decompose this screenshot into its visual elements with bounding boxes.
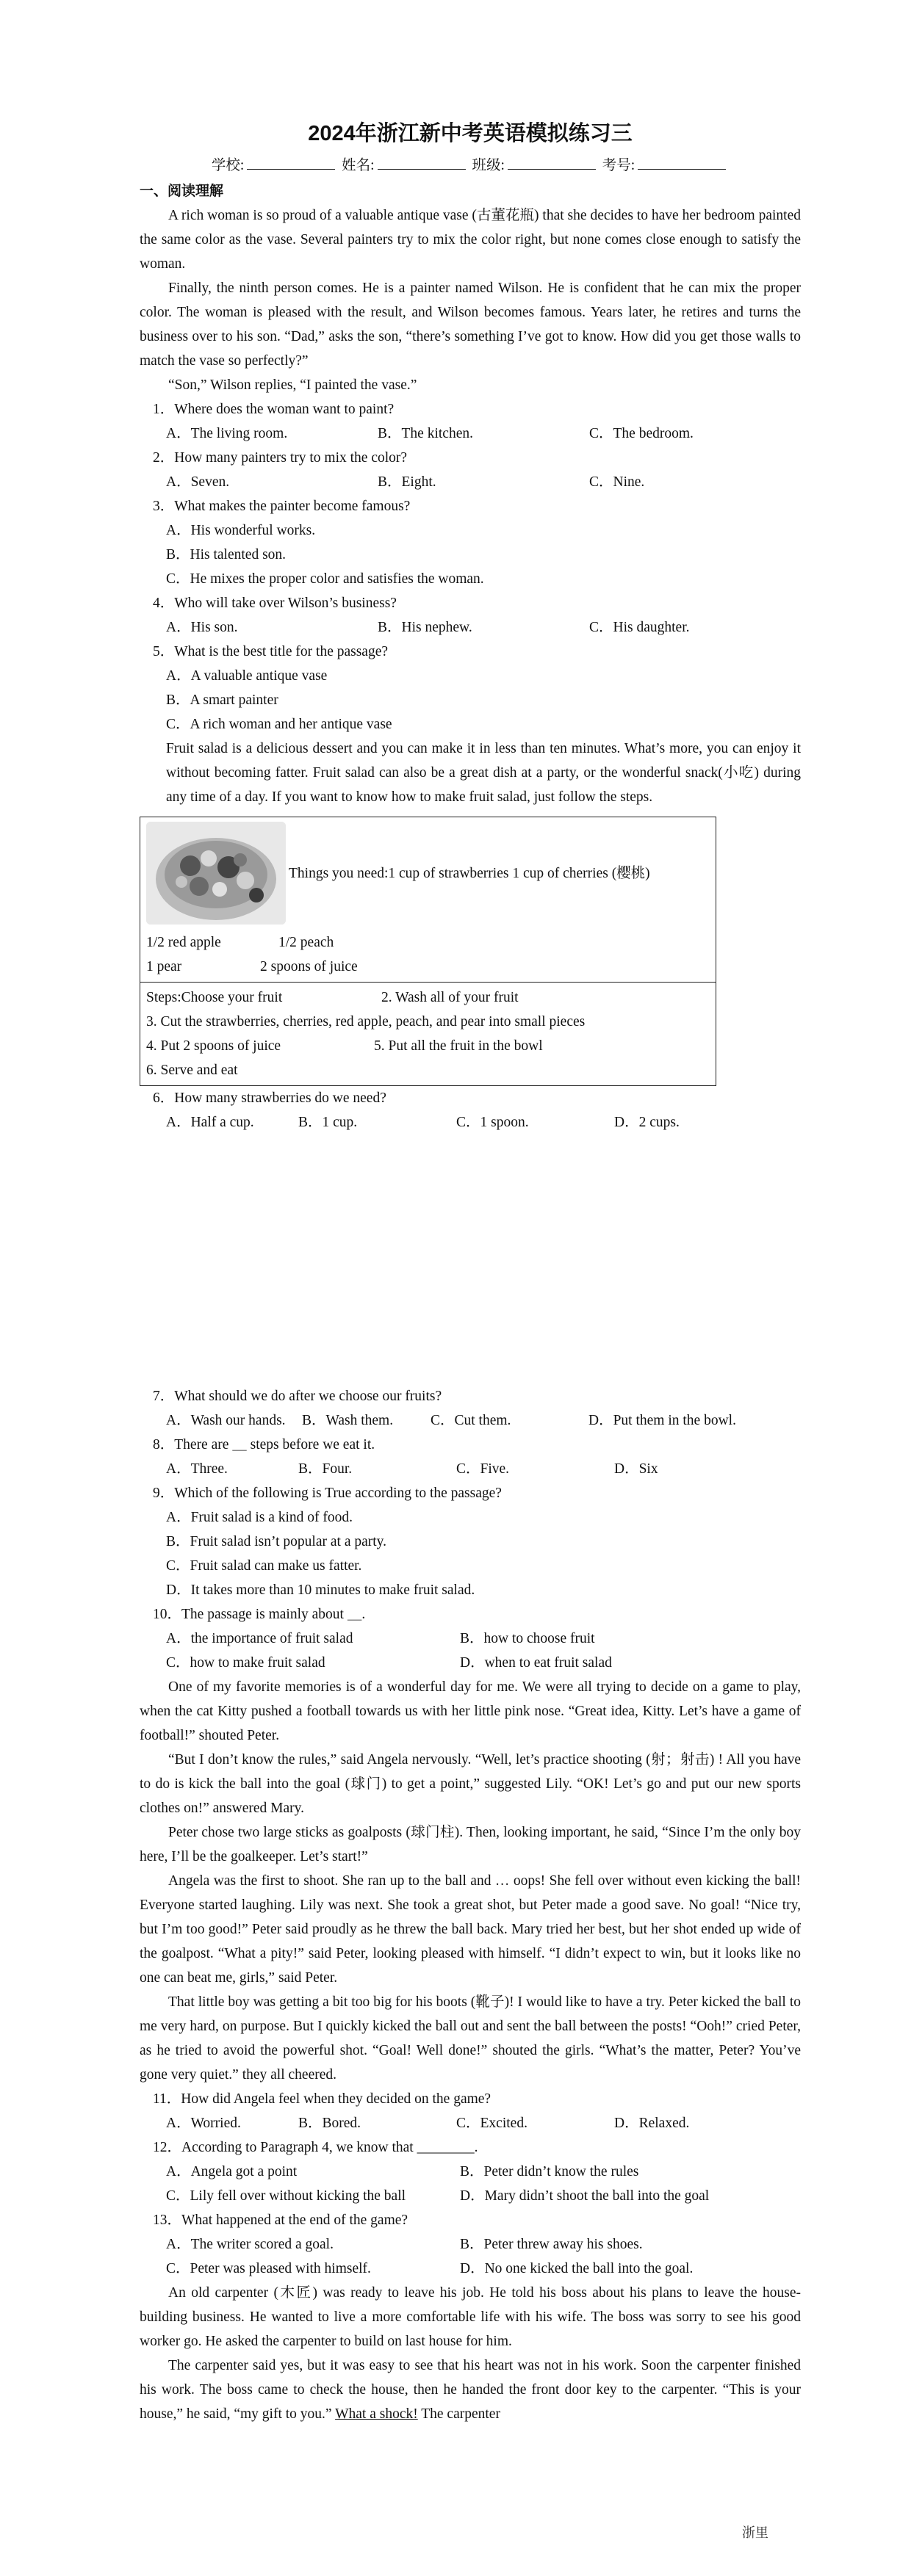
options-13 — [140, 2232, 801, 2257]
option[interactable]: B．A smart painter — [166, 692, 278, 708]
options-1 — [140, 422, 801, 446]
option[interactable]: C．Fruit salad can make us fatter. — [166, 1558, 362, 1574]
question-3: 3．What makes the painter become famous? — [153, 499, 411, 514]
option[interactable]: B．Fruit salad isn’t popular at a party. — [166, 1534, 387, 1549]
passage3-paragraph: That little boy was getting a bit too big for his boots (靴子)! I would like to have a try. Peter kicked the ball to me very hard, on purpose. But I quickly kicked the ball out and sent the ball between the posts! “Ooh!” cried Peter, as he tried to avoid the powerful shot. “Goal! Well done!” shouted the girls. “What’s the matter, Peter? You’ve gone very quiet.” they all cheered. — [140, 1994, 801, 2083]
option[interactable]: A．Worried. — [166, 2116, 241, 2131]
options-7 — [140, 1408, 801, 1433]
ingredient: 1/2 peach — [278, 935, 334, 950]
passage4-paragraph: An old carpenter (木匠) was ready to leave his job. He told his boss about his plans to leave the house-building business. He wanted to live a more comfortable life with his wife. The boss was sorry to see his good worker go. He asked the carpenter to build on last house for him. — [140, 2285, 801, 2349]
page-footer: 浙里 — [742, 2525, 768, 2540]
option[interactable]: D．It takes more than 10 minutes to make fruit salad. — [166, 1582, 475, 1598]
option[interactable]: B．The kitchen. — [378, 426, 473, 441]
options-2 — [140, 470, 801, 494]
options-12 — [140, 2184, 801, 2208]
option[interactable]: D．when to eat fruit salad — [460, 1655, 612, 1671]
option[interactable]: D．No one kicked the ball into the goal. — [460, 2261, 694, 2276]
passage3-paragraph: Angela was the first to shoot. She ran up to the ball and … oops! She fell over without even kicking the ball! Everyone started laughing. Lily was next. She took a great shot, but Peter made a good save. No goal! “Nice try, but I’m too good!” Peter said proudly as he threw the ball back. Mary tried her best, but her shot ended up wide of the goalpost. “What a pity!” said Peter, looking pleased with himself. “I didn’t expect to win, but it looks like no one can beat me, girls,” said Peter. — [140, 1873, 801, 1986]
blank-space — [140, 1135, 801, 1384]
option[interactable]: C．His daughter. — [589, 620, 690, 635]
option[interactable]: A．Three. — [166, 1461, 228, 1477]
things-you-need: Things you need:1 cup of strawberries 1 cup of cherries (樱桃) — [289, 865, 650, 881]
option[interactable]: A．The living room. — [166, 426, 288, 441]
options-11 — [140, 2111, 801, 2135]
step: 6. Serve and eat — [146, 1063, 238, 1078]
option[interactable]: C．Cut them. — [431, 1413, 511, 1428]
option[interactable]: C．He mixes the proper color and satisfies the woman. — [166, 571, 484, 587]
name-blank[interactable] — [378, 153, 466, 170]
step: 2. Wash all of your fruit — [381, 990, 519, 1005]
section-heading: 一、阅读理解 — [140, 184, 224, 199]
option[interactable]: B．Bored. — [298, 2116, 361, 2131]
exam-page — [140, 117, 801, 2426]
number-blank[interactable] — [638, 153, 726, 170]
options-10 — [140, 1627, 801, 1651]
option[interactable]: A．A valuable antique vase — [166, 668, 328, 684]
option[interactable]: A．Wash our hands. — [166, 1413, 286, 1428]
option[interactable]: C．1 spoon. — [456, 1115, 529, 1130]
passage3-paragraph: Peter chose two large sticks as goalposts (球门柱). Then, looking important, he said, “Since I’m the only boy here, I’ll be the goalkeeper. Let’s start!” — [140, 1825, 801, 1864]
question-4: 4．Who will take over Wilson’s business? — [153, 596, 397, 611]
passage4-text: The carpenter said yes, but it was easy to see that his heart was not in his work. Soon the carpenter finished his work. The boss came to check the house, then he handed the front door key to the carpenter. “This is your house,” he said, “my gift to you.” — [140, 2358, 801, 2422]
question-13: 13．What happened at the end of the game? — [153, 2213, 408, 2228]
passage4-paragraph — [140, 2354, 801, 2426]
option[interactable]: B．His talented son. — [166, 547, 287, 562]
step: 3. Cut the strawberries, cherries, red apple, peach, and pear into small pieces — [146, 1014, 586, 1030]
option[interactable]: C．The bedroom. — [589, 426, 694, 441]
question-7: 7．What should we do after we choose our fruits? — [153, 1389, 442, 1404]
question-11: 11．How did Angela feel when they decided on the game? — [153, 2091, 491, 2107]
option[interactable]: A．Seven. — [166, 474, 230, 490]
student-info-line — [140, 153, 801, 178]
question-10: 10．The passage is mainly about ＿. — [153, 1607, 366, 1622]
options-8 — [140, 1457, 801, 1481]
option[interactable]: D．Mary didn’t shoot the ball into the goal — [460, 2188, 710, 2204]
question-1: 1．Where does the woman want to paint? — [153, 402, 395, 417]
option[interactable]: B．His nephew. — [378, 620, 472, 635]
passage1-paragraph: Finally, the ninth person comes. He is a painter named Wilson. He is confident that he can mix the proper color. The woman is pleased with the result, and Wilson becomes famous. Years later, he retires and turns the business over to his son. “Dad,” asks the son, “there’s something I’ve got to know. How did you get those walls to match the vase so perfectly?” — [140, 281, 801, 369]
option[interactable]: A．Angela got a point — [166, 2164, 298, 2179]
option[interactable]: C．how to make fruit salad — [166, 1655, 325, 1671]
class-blank[interactable] — [508, 153, 596, 170]
option[interactable]: B．Peter didn’t know the rules — [460, 2164, 639, 2179]
option[interactable]: A．The writer scored a goal. — [166, 2237, 334, 2252]
question-5: 5．What is the best title for the passage? — [153, 644, 389, 659]
name-label: 姓名: — [342, 158, 375, 173]
option[interactable]: D．Relaxed. — [614, 2116, 690, 2131]
class-label: 班级: — [472, 158, 505, 173]
passage3-paragraph: “But I don’t know the rules,” said Angela nervously. “Well, let’s practice shooting (射；射击) ! All you have to do is kick the ball into the goal (球门) to get a point,” suggested Lily. “OK! Let’s go and put our new sports clothes on!” answered Mary. — [140, 1752, 801, 1816]
passage4-text: The carpenter — [417, 2406, 500, 2422]
school-blank[interactable] — [247, 153, 335, 170]
option[interactable]: B．Four. — [298, 1461, 353, 1477]
option[interactable]: C．Excited. — [456, 2116, 527, 2131]
option[interactable]: C．Nine. — [589, 474, 645, 490]
question-2: 2．How many painters try to mix the color? — [153, 450, 408, 466]
option[interactable]: A．His wonderful works. — [166, 523, 316, 538]
number-label: 考号: — [602, 158, 635, 173]
option[interactable]: D．2 cups. — [614, 1115, 680, 1130]
option[interactable]: B．1 cup. — [298, 1115, 358, 1130]
school-label: 学校: — [211, 158, 245, 173]
option[interactable]: B．Eight. — [378, 474, 436, 490]
options-12 — [140, 2160, 801, 2184]
options-13 — [140, 2257, 801, 2281]
option[interactable]: B．Peter threw away his shoes. — [460, 2237, 643, 2252]
options-4 — [140, 615, 801, 640]
option[interactable]: B．how to choose fruit — [460, 1631, 595, 1646]
step: Steps:Choose your fruit — [146, 990, 283, 1005]
options-6 — [140, 1110, 801, 1135]
passage2-intro: Fruit salad is a delicious dessert and you can make it in less than ten minutes. What’s more, you can enjoy it without becoming fatter. Fruit salad can also be a great dish at a party, or the wonderful snack(小吃) during any time of a day. If you want to know how to make fruit salad, just follow the steps. — [166, 741, 801, 805]
question-8: 8．There are ＿ steps before we eat it. — [153, 1437, 375, 1452]
option[interactable]: C．Peter was pleased with himself. — [166, 2261, 371, 2276]
options-10 — [140, 1651, 801, 1675]
question-9: 9．Which of the following is True according to the passage? — [153, 1486, 502, 1501]
question-12: 12．According to Paragraph 4, we know that ________. — [153, 2140, 478, 2155]
step: 4. Put 2 spoons of juice — [146, 1038, 281, 1054]
recipe-box — [140, 817, 716, 983]
underlined-phrase: What a shock! — [335, 2406, 418, 2422]
passage1-paragraph: A rich woman is so proud of a valuable antique vase (古董花瓶) that she decides to have her bedroom painted the same color as the vase. Several painters try to mix the color right, but none comes close enough to satisfy the woman. — [140, 208, 801, 272]
option[interactable]: C．Five. — [456, 1461, 510, 1477]
option[interactable]: A．the importance of fruit salad — [166, 1631, 353, 1646]
fruit-salad-image — [146, 822, 286, 925]
option[interactable]: D．Put them in the bowl. — [588, 1413, 736, 1428]
passage3-paragraph: One of my favorite memories is of a wonderful day for me. We were all trying to decide on a game to play, when the cat Kitty pushed a football towards us with her little pink nose. “Great idea, Kitty. Let’s have a game of football!” shouted Peter. — [140, 1679, 801, 1743]
option[interactable]: D．Six — [614, 1461, 658, 1477]
page-title: 2024年浙江新中考英语模拟练习三 — [308, 122, 633, 145]
option[interactable]: A．Half a cup. — [166, 1115, 254, 1130]
passage1-paragraph: “Son,” Wilson replies, “I painted the vase.” — [168, 377, 417, 393]
step: 5. Put all the fruit in the bowl — [374, 1038, 543, 1054]
ingredient: 1/2 red apple — [146, 935, 221, 950]
option[interactable]: B．Wash them. — [302, 1413, 394, 1428]
ingredient: 2 spoons of juice — [260, 959, 358, 974]
option[interactable]: C．Lily fell over without kicking the ball — [166, 2188, 406, 2204]
ingredient: 1 pear — [146, 959, 182, 974]
question-6: 6．How many strawberries do we need? — [153, 1090, 386, 1106]
option[interactable]: A．His son. — [166, 620, 238, 635]
steps-box — [140, 983, 716, 1086]
option[interactable]: C．A rich woman and her antique vase — [166, 717, 392, 732]
option[interactable]: A．Fruit salad is a kind of food. — [166, 1510, 353, 1525]
